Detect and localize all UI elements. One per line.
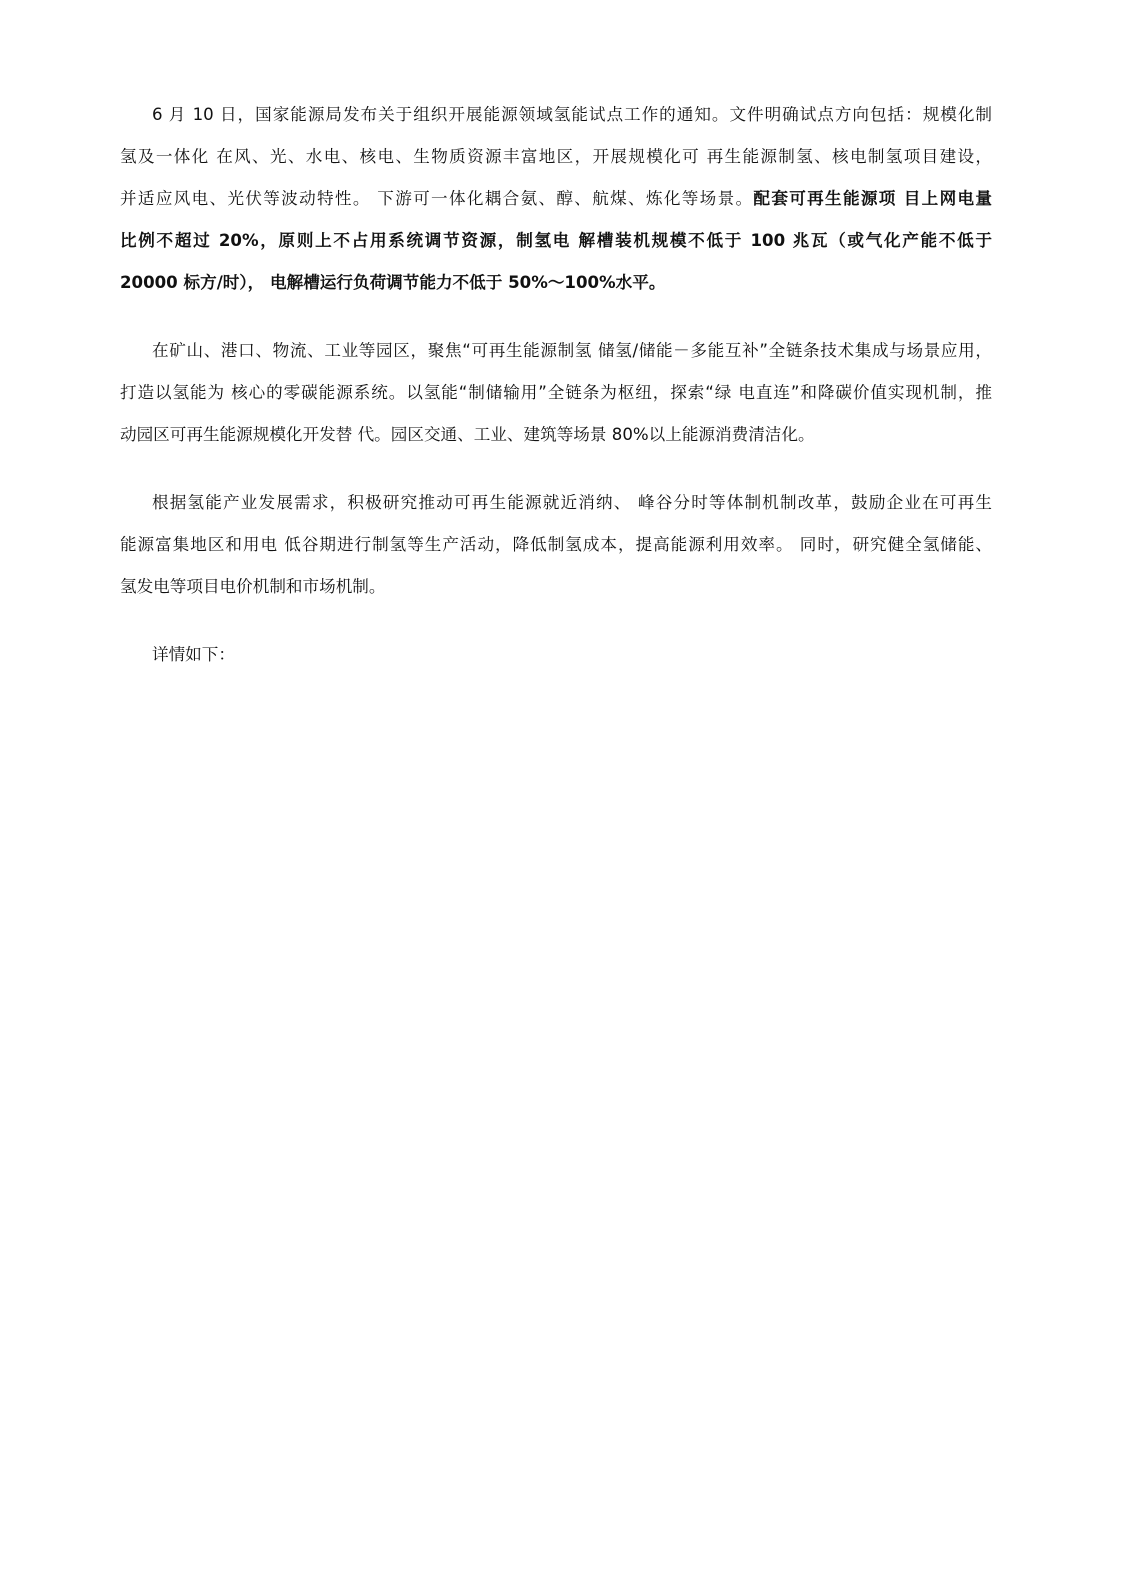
paragraph	[120, 100, 992, 310]
text-line	[120, 640, 992, 682]
paragraph	[120, 488, 992, 614]
text-segment: 动园区可再生能源规模化开发替 代。园区交通、工业、建筑等场景 80%以上能源消费清洁化。	[120, 425, 815, 444]
text-line	[120, 420, 992, 462]
text-segment: 在矿山、港口、物流、工业等园区，聚焦“可再生能源制氢 储氢/储能－多能互补”全链条技术集成与场景应用，	[152, 341, 992, 360]
text-segment: 6 月 10 日，国家能源局发布关于组织开展能源领域氢能试点工作的通知。文件明确试点方向包括：规模化制	[152, 105, 992, 124]
text-line	[120, 226, 992, 268]
text-line	[120, 100, 992, 142]
text-segment: 氢及一体化 在风、光、水电、核电、生物质资源丰富地区，开展规模化可 再生能源制氢、核电制氢项目建设，	[120, 147, 992, 166]
text-segment: 能源富集地区和用电 低谷期进行制氢等生产活动，降低制氢成本，提高能源利用效率。 同时，研究健全氢储能、	[120, 535, 992, 554]
bold-text: 配套可再生能源项 目上网电量	[753, 189, 992, 208]
text-line	[120, 336, 992, 378]
text-line	[120, 378, 992, 420]
text-line	[120, 184, 992, 226]
text-line	[120, 530, 992, 572]
bold-text: 比例不超过 20%，原则上不占用系统调节资源，制氢电 解槽装机规模不低于 100 兆瓦（或气化产能不低于	[120, 231, 992, 250]
text-segment: 氢发电等项目电价机制和市场机制。	[120, 577, 386, 596]
text-segment: 根据氢能产业发展需求，积极研究推动可再生能源就近消纳、 峰谷分时等体制机制改革，鼓励企业在可再生	[152, 493, 992, 512]
paragraph	[120, 336, 992, 462]
text-line	[120, 572, 992, 614]
paragraph	[120, 640, 992, 682]
text-segment: 打造以氢能为 核心的零碳能源系统。以氢能“制储输用”全链条为枢纽，探索“绿 电直连”和降碳价值实现机制，推	[120, 383, 992, 402]
text-line	[120, 268, 992, 310]
text-line	[120, 142, 992, 184]
document-body	[120, 100, 992, 708]
text-segment: 并适应风电、光伏等波动特性。 下游可一体化耦合氨、醇、航煤、炼化等场景。	[120, 189, 754, 208]
text-line	[120, 488, 992, 530]
bold-text: 20000 标方/时）， 电解槽运行负荷调节能力不低于 50%～100%水平。	[120, 273, 666, 292]
text-segment: 详情如下：	[152, 645, 235, 664]
